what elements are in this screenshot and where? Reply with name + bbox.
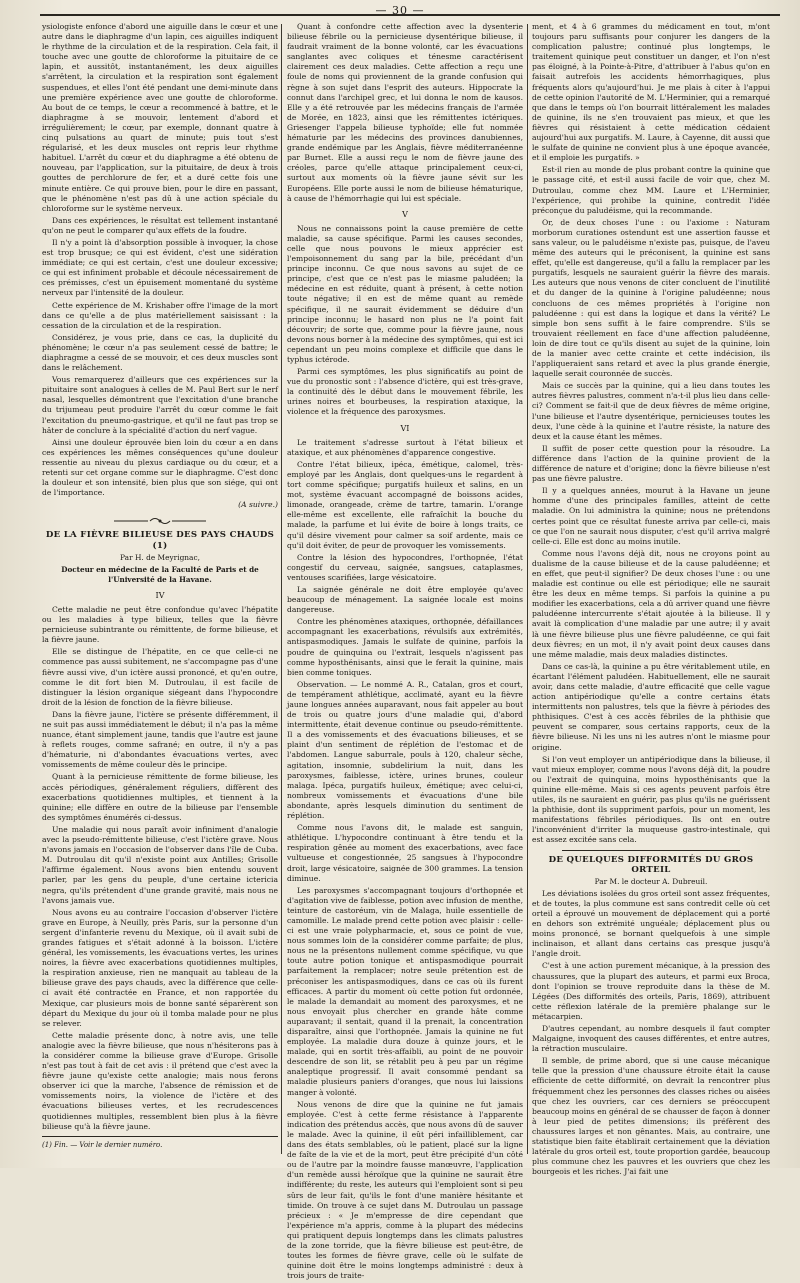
- paragraph: Considérez, je vous prie, dans ce cas, la duplicité du phénomène; le cœur n'a pas seulement cessé de battre; le diaphragme a cessé de se mouvoir, et ces deux muscles sont dans le relâchement.: [42, 332, 278, 373]
- paragraph: Nous venons de dire que la quinine ne fut jamais employée. C'est à cette ferme résistance à l'apparente indication des prétendus accès, que nous avons dû de sauver le malade. Avec la quinine, il eût péri infailliblement, car dans des états semblables, où le patient, placé sur la ligne de faîte de la vie et de la mort, peut être précipité d'un côté ou de l'autre par la moindre fausse manœuvre, l'application d'un remède aussi héroïque que la quinine ne saurait être indifférente; du reste, les auteurs qui l'emploient sont si peu sûrs de leur fait, qu'ils le font d'une manière hésitante et timide. On trouve à ce sujet dans M. Dutroulau un passage précieux : « Je m'empresse de dire cependant que l'expérience m'a appris, comme à la plupart des médecins qui pratiquent depuis longtemps dans les climats palustres de la zone torride, que la fièvre bilieuse est peut-être, de toutes les formes de fièvre grave, celle où le sulfate de quinine doit être le moins longtemps administré : deux à trois jours de traite-: [287, 1099, 523, 1281]
- article-byline: Par H. de Meyrignac,: [120, 552, 200, 562]
- section-rule: [562, 850, 740, 851]
- paragraph: Contre la lésion des hypocondres, l'orthopnée, l'état congestif du cerveau, saignée, sangsues, cataplasmes, ventouses scarifiées, large vésicatoire.: [287, 552, 523, 582]
- column-2: [287, 22, 523, 1283]
- paragraph: Si l'on veut employer un antipériodique dans la bilieuse, il vaut mieux employer, comme nous l'avons déjà dit, la poudre ou l'extrait de quinquina, moins hyposthénisants que la quinine elle-même. Mais si ces agents peuvent parfois être utiles, ils ne sauraient en guérir, pas plus qu'ils ne guérissent la phthisie, dont ils suppriment parfois, pour un moment, les manifestations fébriles périodiques. Ils ont en outre l'inconvénient d'irriter la muqueuse gastro-intestinale, qui est assez excitée sans cela.: [532, 754, 770, 845]
- paragraph: Les déviations isolées du gros orteil sont assez fréquentes, et de toutes, la plus commune est sans contredit celle où cet orteil a éprouvé un mouvement de déplacement qui a porté en dehors son extrémité unguéale; déplacement plus ou moins prononcé, se bornant quelquefois à une simple inclinaison, et allant dans certains cas presque jusqu'à l'angle droit.: [532, 888, 770, 959]
- paragraph: Comme nous l'avons déjà dit, nous ne croyons point au dualisme de la cause bilieuse et de la cause paludéenne; et en effet, que peut-il signifier? De deux choses l'une : ou une maladie est continue ou elle est périodique; elle ne saurait être les deux en même temps. Si parfois la quinine a pu modifier les exacerbations, cela a dû arriver quand une fièvre paludéenne intercurrente s'était ajoutée à la bilieuse. Il y avait là complication d'une maladie par une autre; il y avait là une fièvre bilieuse plus une fièvre paludéenne, ce qui fait deux fièvres; en un mot, il n'y avait point deux causes dans une même maladie, mais deux maladies distinctes.: [532, 548, 771, 659]
- paragraph: D'autres cependant, au nombre desquels il faut compter Malgaigne, invoquent des causes différentes, et entre autres, la rétraction musculaire.: [532, 1024, 770, 1054]
- paragraph: Mais ce succès par la quinine, qui a lieu dans toutes les autres fièvres palustres, comment n'a-t-il plus lieu dans celle-ci? Comment se fait-il que de deux fièvres de même origine, l'une bilieuse et l'autre dysentérique, pernicieuses toutes les deux, l'une cède à la quinine et l'autre résiste, la nature des deux et la cause étant les mêmes.: [532, 381, 770, 441]
- paragraph: Observation. — Le nommé A. R., Catalan, gros et court, de tempérament athlétique, acclimaté, ayant eu la fièvre jaune longues années auparavant, nous fait appeler au bout de trois ou quatre jours d'une maladie qui, d'abord intermittente, était devenue continue ou pseudo-rémittente. Il a des vomissements et des évacuations bilieuses, et se plaint d'un sentiment de réplétion de l'estomac et de l'abdomen. Langue saburrale, pouls à 120, chaleur sèche, agitation, insomnie, subdelirium la nuit, dans les paroxysmes, faiblesse, ictère, urines brunes, couleur malaga. Ipéca, purgatifs huileux, émétique; avec celui-ci, nombreux vomissements et évacuations d'une bile abondante, après lesquels diminution du sentiment de réplétion.: [287, 679, 523, 821]
- author-affiliation: Docteur en médecine de la Faculté de Paris et de l'Université de la Havane.: [61, 564, 259, 584]
- paragraph: Nous avons eu au contraire l'occasion d'observer l'ictère grave en Europe, à Neuilly, près Paris, sur la personne d'un sergent d'infanterie revenu du Mexique, où il avait subi de grandes fatigues et s'était adonné à la boisson. L'ictère général, les vomissements, les évacuations vertes, les urines noires, la fièvre avec exacerbations quotidiennes multiples, la respiration anxieuse, rien ne manquait au tableau de la bilieuse grave des pays chauds, avec la différence que celle-ci avait été contractée en France, et non rapportée du Mexique, car plusieurs mois de bonne santé séparèrent son départ du Mexique du jour où il tomba malade pour ne plus se relever.: [42, 907, 278, 1028]
- paragraph: Il n'y a point là d'absorption possible à invoquer, la chose est trop brusque; ce qui est évident, c'est une sidération immédiate; ce qui est certain, c'est une douleur excessive; ce qui est infiniment probable et découle nécessairement de ces prémisses, c'est un épuisement momentané du système nerveux par l'intensité de la douleur.: [42, 237, 278, 298]
- paragraph: Est-il rien au monde de plus probant contre la quinine que le passage cité, et est-il aussi facile de voir que, chez M. Dutroulau, comme chez MM. Laure et L'Herminier, l'expérience, qui prohibe la quinine, contredit l'idée préconçue du paludéisme, qui la recommande.: [532, 165, 770, 215]
- paragraph: Une maladie qui nous paraît avoir infiniment d'analogie avec la pseudo-rémittente bilieuse, c'est l'ictère grave. Nous n'avons jamais en l'occasion de l'observer dans l'île de Cuba. M. Dutroulau dit qu'il n'existe point aux Antilles; Grisolle l'affirme également. Nous avons bien entendu souvent parler, par les gens du peuple, d'une certaine ictericia negra, qu'ils prétendent d'une grande gravité, mais nous ne l'avons jamais vue.: [42, 824, 278, 905]
- paragraph: Quant à confondre cette affection avec la dysenterie bilieuse fébrile ou la pernicieuse dysentérique bilieuse, il faudrait vraiment de la bonne volonté, car les évacuations sanglantes avec coliques et ténesme caractérisent clairement ces deux maladies. Cette affection a reçu une foule de noms qui proviennent de la grande confusion qui règne à son sujet dans l'esprit des auteurs. Hippocrate la connut dans l'archipel grec, et lui donna le nom de kausos. Elle y a été retrouvée par les médecins français de l'armée de Morée, en 1823, ainsi que les rémittentes ictériques. Griesenger l'appela bilieuse typhoïde; elle fut nommée hématurie par les médecins des provinces danubiennes, grande endémique par les Anglais, fièvre méditerranéenne par Burnet. Elle a aussi reçu le nom de fièvre jaune des créoles, parce qu'elle attaque principalement ceux-ci, surtout aux moments où la fièvre jaune sévit sur les Européens. Elle porte aussi le nom de bilieuse hématurique, à cause de l'hémorrhagie qui lui est spéciale.: [287, 22, 523, 203]
- section-number: IV: [155, 590, 165, 600]
- article-byline: Par M. le docteur A. Dubreuil.: [594, 876, 708, 886]
- paragraph: Contre l'état bilieux, ipéca, émétique, calomel, très-employé par les Anglais, dont quelques-uns le regardent à tort comme spécifique; purgatifs huileux et salins, en un mot, système évacuant accompagné de boissons acides, limonade, orangeade, crème de tartre, tamarin. L'orange elle-même est excellente, elle rafraîchit la bouche du malade, la parfume et lui évite de boire à longs traits, ce qu'il désire vivement pour calmer sa soif ardente, mais ce qu'il doit éviter, de peur de provoquer les vomissements.: [287, 459, 523, 550]
- paragraph: Il suffit de poser cette question pour la résoudre. La différence dans l'action de la quinine provient de la différence de nature et d'origine; donc la fièvre bilieuse n'est pas une fièvre palustre.: [532, 443, 770, 484]
- paragraph: Elle se distingue de l'hépatite, en ce que celle-ci ne commence pas aussi subitement, ne s'accompagne pas d'une fièvre aussi vive, d'un ictère aussi prononcé, et qu'en outre, comme le dit fort bien M. Dutroulau, il est facile de distinguer la lésion organique siégeant dans l'hypocondre droit de la lésion de fonction de la fièvre bilieuse.: [42, 647, 278, 707]
- paragraph: Nous ne connaissons point la cause première de cette maladie, sa cause spécifique. Parmi les causes secondes, celle que nous pouvons le mieux apprécier est l'empoisonnement du sang par la bile, précédant d'un principe inconnu. Ce que nous savons au sujet de ce principe, c'est que ce n'est pas le miasme paludéen; la médecine en est réduite, quant à présent, à cette notion toute négative; il en est de même quant au remède spécifique, il ne saurait évidemment se déduire d'un principe inconnu; le hasard non plus ne l'a point fait découvrir; de sorte que, comme pour la fièvre jaune, nous devons nous borner à la médecine des symptômes, qui est ici cependant un peu moins complexe et difficile que dans le typhus ictérode.: [287, 223, 523, 364]
- paragraph: Dans la fièvre jaune, l'ictère se présente différemment, il ne suit pas aussi immédiatement le début; il n'a pas la même nuance, étant simplement jaune, tandis que l'autre est jaune à reflets rouges, comme safrané; en outre, il n'y a pas d'hématurie, ni d'abondantes évacuations vertes, avec vomissements de même couleur dès le principe.: [42, 709, 278, 770]
- footnote: (1) Fin. — Voir le dernier numéro.: [42, 1136, 278, 1150]
- section-number: V: [402, 209, 408, 219]
- page-number: — 30 —: [375, 4, 425, 17]
- article-title: DE LA FIÈVRE BILIEUSE DES PAYS CHAUDS (1): [45, 530, 275, 551]
- column-3: [532, 22, 770, 1179]
- ornament-divider: [112, 516, 208, 526]
- paragraph: Cette expérience de M. Krishaber offre l'image de la mort dans ce qu'elle a de plus matériellement saisissant : la cessation de la circulation et de la respiration.: [42, 300, 278, 330]
- paragraph: Vous remarquerez d'ailleurs que ces expériences sur la pituitaire sont analogues à celles de M. Paul Bert sur le nerf nasal, lesquelles démontrent que l'excitation d'une branche du trijumeau peut produire l'arrêt du cœur comme le fait l'excitation du pneumo-gastrique, et qu'il ne faut pas trop se hâter de conclure à la spécialité d'action du nerf vague.: [42, 375, 278, 435]
- paragraph: La saignée générale ne doit être employée qu'avec beaucoup de ménagement. La saignée locale est moins dangereuse.: [287, 584, 523, 615]
- column-divider: [527, 24, 528, 1154]
- to-be-continued: (A suivre.): [238, 500, 278, 510]
- paragraph: Parmi ces symptômes, les plus significatifs au point de vue du pronostic sont : l'absence d'ictère, qui est très-grave, la continuité dès le début dans le mouvement fébrile, les urines noires et bourbeuses, la respiration ataxique, la violence et la fréquence des paroxysmes.: [287, 367, 523, 417]
- paragraph: Dans ces expériences, le résultat est tellement instantané qu'on ne peut le comparer qu'aux effets de la foudre.: [42, 215, 278, 235]
- paragraph: Quant à la pernicieuse rémittente de forme bilieuse, les accès périodiques, généralement réguliers, diffèrent des exacerbations quotidiennes multiples, et tiennent à la quinine; elle diffère en outre de la bilieuse par l'ensemble des symptômes énumérés ci-dessus.: [42, 772, 278, 822]
- paragraph: C'est à une action purement mécanique, à la pression des chaussures, que la plupart des auteurs, et parmi eux Broca, dont l'opinion se trouve reproduite dans la thèse de M. Légées (Des difformités des orteils, Paris, 1869), attribuent cette réflexion latérale de la première phalange sur le métacarpien.: [532, 961, 770, 1021]
- paragraph: Il semble, de prime abord, que si une cause mécanique telle que la pression d'une chaussure étroite était la cause efficiente de cette difformité, on devrait la rencontrer plus fréquemment chez les personnes des classes riches ou aisées que chez les ouvriers, car ces derniers se préoccupent beaucoup moins en général de se chausser de façon à donner à leur pied de petites dimensions; ils préfèrent des chaussures larges et non gênantes. Mais, au contraire, une statistique bien faite établirait certainement que la déviation latérale du gros orteil est, toute proportion gardée, beaucoup plus commune chez les pauvres et les ouvriers que chez les bourgeois et les riches. J'ai fait une: [532, 1056, 770, 1177]
- paragraph: Les paroxysmes s'accompagnant toujours d'orthopnée et d'agitation vive de faiblesse, potion avec infusion de menthe, teinture de castoréum, vin de Malaga, huile essentielle de camomille. Le malade prend cette potion avec plaisir : celle-ci est une vraie polypharmacie, et, sous ce point de vue, nous sommes loin de la considérer comme parfaite; de plus, nous ne la présentons nullement comme spécifique, vu que toute autre potion tonique et antispasmodique pourrait parfaitement la remplacer; notre seule prétention est de préconiser les antispasmodiques, dans ce cas où ils furent efficaces. A partir du moment où cette potion fut ordonnée, le malade la demandait au moment des paroxysmes, et ne nous envoyait plus chercher en grande hâte comme auparavant; il sentait, quand il la prenait, la concentration disparaître, ainsi que l'orthopnée. Jamais la quinine ne fut employée. La maladie dura douze à quinze jours, et le malade, qui en sortit très-affaibli, au point de ne pouvoir descendre de son lit, se rétablit peu à peu par un régime analeptique progressif. Il avait consommé pendant sa maladie plusieurs paniers d'oranges, que nous lui laissions manger à volonté.: [287, 885, 523, 1097]
- column-divider: [281, 24, 282, 1154]
- paragraph: Contre les phénomènes ataxiques, orthopnée, défaillances accompagnant les exacerbations, révulsifs aux extrémités, antispasmodiques. Jamais le sulfate de quinine, parfois la poudre de quinquina ou l'extrait, lesquels n'agissent pas comme hyposthénisants, ainsi que le ferait la quinine, mais bien comme toniques.: [287, 617, 523, 677]
- column-1: [42, 22, 278, 1150]
- paragraph: Comme nous l'avons dit, le malade est sanguin, athlétique. L'hypocondre continuant à être tendu et la respiration gênée au moment des exacerbations, avec face vultueuse et congestionnée, 25 sangsues à l'hypocondre droit, large vésicatoire, saignée de 300 grammes. La tension diminue.: [287, 823, 523, 883]
- paragraph: Cette maladie ne peut être confondue qu'avec l'hépatite ou les maladies à type bilieux, telles que la fièvre pernicieuse subintrante ou rémittente, de forme bilieuse, et la fièvre jaune.: [42, 604, 278, 645]
- section-number: VI: [400, 423, 410, 433]
- paragraph: Or, de deux choses l'une : ou l'axiome : Naturam morborum curationes ostendunt est une assertion fausse et sans valeur, ou le paludéisme n'existe pas, puisque, de l'aveu même des auteurs qui le préconisent, la quinine est sans effet, qu'elle est dangereuse, qu'il a fallu la remplacer par les purgatifs, lesquels ne sauraient guérir la fièvre des marais. Les auteurs que nous venons de citer concluent de l'inutilité et du danger de la quinine à l'origine paludéenne; nous concluons de ces mêmes propriétés à l'origine non paludéenne : qui est dans la logique et dans la vérité? Le simple bon sens suffit à le faire comprendre. S'ils se trouvaient réellement en face d'une affection paludéenne, loin de dire tout ce qu'ils disent au sujet de la quinine, loin de la manier avec cette crainte et cette indécision, ils l'appliqueraient sans retard et avec la plus grande énergie, laquelle serait couronnée de succès.: [532, 217, 770, 379]
- paragraph: Ainsi une douleur éprouvée bien loin du cœur a en dans ces expériences les mêmes conséquences qu'une douleur ressentie au niveau du plexus cardiaque ou du cœur, et a retenti sur cet organe comme sur le diaphragme. C'est donc la douleur et son intensité, bien plus que son siége, qui ont de l'importance.: [42, 437, 278, 498]
- paragraph: Le traitement s'adresse surtout à l'état bilieux et ataxique, et aux phénomènes d'apparence congestive.: [287, 437, 523, 457]
- paragraph: Cette maladie présente donc, à notre avis, une telle analogie avec la fièvre bilieuse, que nous n'hésiterons pas à la considérer comme la bilieuse grave d'Europe. Grisolle n'est pas tout à fait de cet avis : il prétend que c'est avec la fièvre jaune qu'existe cette analogie; mais nous ferons observer ici que la marche, l'absence de rémission et de vomissements noirs, la violence de l'ictère et des évacuations bilieuses vertes, et les recrudescences quotidiennes multiples, ressemblent bien plus à la fièvre bilieuse qu'à la fièvre jaune.: [42, 1030, 278, 1131]
- paragraph: Il y a quelques années, mourut à la Havane un jeune homme d'une des principales familles, atteint de cette maladie. On lui administra la quinine; nous ne prétendons certes point que ce résultat funeste arriva par celle-ci, mais ce que l'on ne saurait nous disputer, c'est qu'il arriva malgré celle-ci. Elle est donc au moins inutile.: [532, 486, 770, 546]
- article-title: DE QUELQUES DIFFORMITÉS DU GROS ORTEIL: [548, 854, 754, 875]
- paragraph: ysiologiste enfonce d'abord une aiguille dans le cœur et une autre dans le diaphragme d'un lapin, ces aiguilles indiquent le rhythme de la circulation et de la respiration. Cela fait, il touche avec une goutte de chloroforme la pituitaire de ce lapin, et aussitôt, instantanément, les deux aiguilles s'arrêtent, la circulation et la respiration sont également suspendues, et elles l'ont été pendant une demi-minute dans une première expérience avec une goutte de chloroforme. Au bout de ce temps, le cœur a recommencé à battre, et le diaphragme à se mouvoir, lentement d'abord et irrégulièrement; le cœur, par exemple, donnant quatre à cinq pulsations au quart de minute; puis tout s'est régularisé, et les deux muscles ont repris leur rhythme habituel. L'arrêt du cœur et du diaphragme a été obtenu de nouveau, par l'application, sur la pituitaire, de deux à trois gouttes de perchlorure de fer, et a duré cette fois une minute entière. Ce qui prouve bien, pour le dire en passant, que le phénomène n'est pas dû à une action spéciale du chloroforme sur le système nerveux.: [42, 22, 278, 213]
- paragraph: ment, et 4 à 6 grammes du médicament en tout, m'ont toujours paru suffisants pour conjurer les dangers de la complication palustre; continué plus longtemps, le traitement quinique peut constituer un danger, et l'on n'est pas éloigné, à la Pointe-à-Pitre, d'attribuer à l'abus qu'on en faisait autrefois les accidents hémorrhagiques, plus fréquents alors qu'aujourd'hui. Je me plais à citer à l'appui de cette opinion l'autorité de M. L'Herminier, qui a remarqué que dans le temps où l'on bourrait littéralement les malades de quinine, ils ne s'en trouvaient pas mieux, et que les fièvres qui résistaient à cette médication cédaient aujourd'hui aux purgatifs. M. Laure, à Cayenne, dit aussi que le sulfate de quinine ne convient plus à une époque avancée, et il emploie les purgatifs. »: [532, 22, 770, 163]
- paragraph: Dans ce cas-là, la quinine a pu être véritablement utile, en écartant l'élément paludéen. Habituellement, elle ne saurait avoir, dans cette maladie, d'autre efficacité que celle vague action antipériodique qu'elle a contre certains états intermittents non palustres, tels que la fièvre à périodes des phthisiques. C'est à ces accès fébriles de la phthisie que peuvent se comparer, sous certains rapports, ceux de la fièvre bilieuse. Ni les uns ni les autres n'ont le miasme pour origine.: [532, 661, 770, 752]
- header-rule: [40, 14, 780, 16]
